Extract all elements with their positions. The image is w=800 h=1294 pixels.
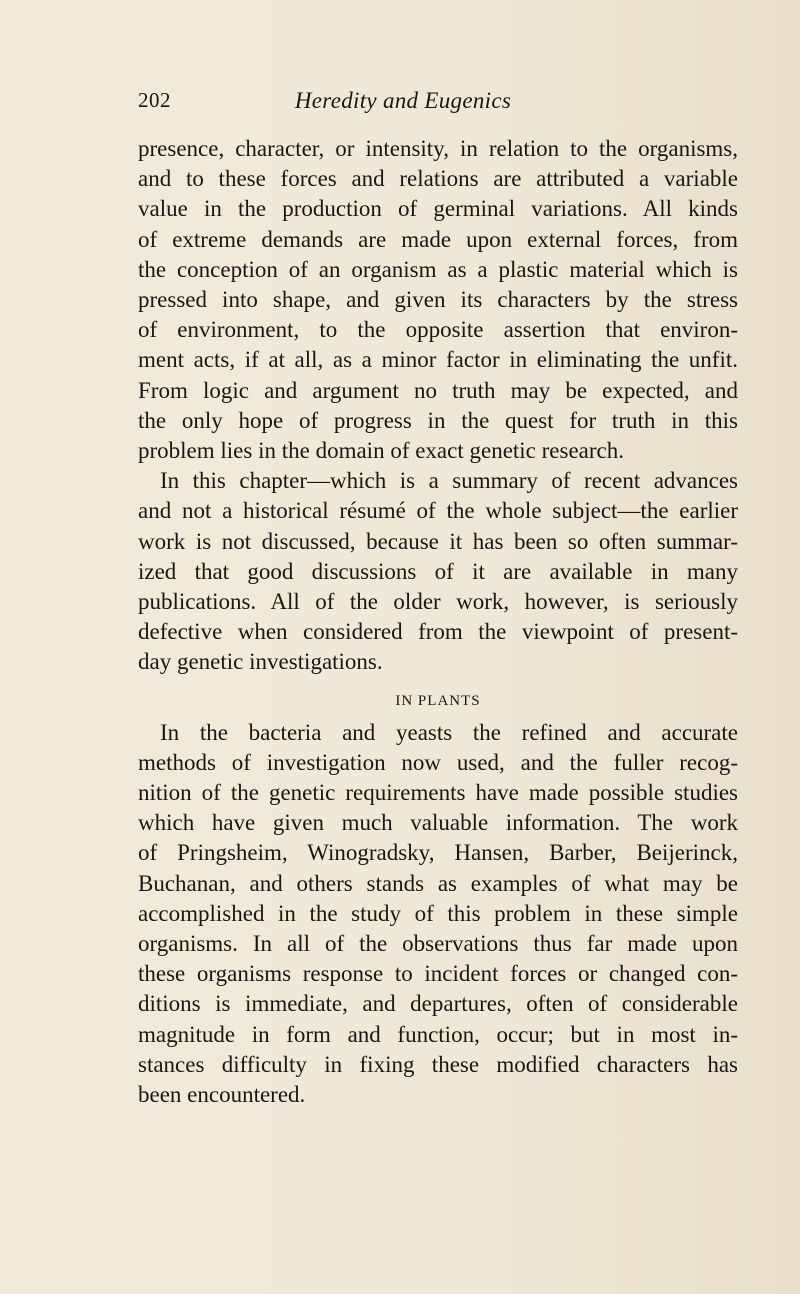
text-line: publications. All of the older work, however, is seriously <box>138 589 738 615</box>
text-line: From logic and argument no truth may be expected, and <box>138 377 738 403</box>
text-line: defective when considered from the viewpoint of present- <box>138 619 738 645</box>
page-number: 202 <box>138 88 171 112</box>
running-title: Heredity and Eugenics <box>294 88 512 113</box>
paragraph-1 <box>138 134 738 466</box>
text-line: ment acts, if at all, as a minor factor in eliminating the unfit. <box>138 347 738 373</box>
text-line: stances difficulty in fixing these modified characters has <box>138 1051 738 1077</box>
text-line: Buchanan, and others stands as examples of what may be <box>138 870 738 896</box>
text-line: methods of investigation now used, and the fuller recog- <box>138 749 738 775</box>
text-line: day genetic investigations. <box>138 649 383 675</box>
paragraph-2 <box>138 466 738 677</box>
text-line: been encountered. <box>138 1082 306 1108</box>
text-line: work is not discussed, because it has been so often summar- <box>138 528 738 554</box>
paragraph-3 <box>138 718 738 1111</box>
text-line: and not a historical résumé of the whole subject—the earlier <box>138 498 738 524</box>
text-line: these organisms response to incident forces or changed con- <box>138 961 738 987</box>
text-line: In this chapter—which is a summary of recent advances <box>160 468 738 494</box>
text-line: of environment, to the opposite assertion that environ- <box>138 317 738 343</box>
text-line: which have given much valuable information. The work <box>138 810 738 836</box>
section-heading: IN PLANTS <box>395 692 481 709</box>
running-head <box>138 88 668 118</box>
text-line: ized that good discussions of it are available in many <box>138 558 738 584</box>
text-line: In the bacteria and yeasts the refined and accurate <box>160 719 738 745</box>
text-line: of extreme demands are made upon external forces, from <box>138 226 738 252</box>
text-line: the only hope of progress in the quest for truth in this <box>138 407 738 433</box>
text-line: ditions is immediate, and departures, often of considerable <box>138 991 738 1017</box>
text-line: value in the production of germinal variations. All kinds <box>138 196 738 222</box>
text-line: presence, character, or intensity, in relation to the organisms, <box>138 136 738 161</box>
text-line: problem lies in the domain of exact genetic research. <box>138 438 624 464</box>
text-line: accomplished in the study of this problem in these simple <box>138 900 738 926</box>
text-line: of Pringsheim, Winogradsky, Hansen, Barber, Beijerinck, <box>138 840 738 866</box>
page-body <box>138 134 738 1110</box>
text-line: organisms. In all of the observations thus far made upon <box>138 931 738 957</box>
text-line: the conception of an organism as a plastic material which is <box>138 256 738 282</box>
text-line: and to these forces and relations are attributed a variable <box>138 166 738 192</box>
text-line: nition of the genetic requirements have made possible studies <box>138 780 738 806</box>
text-line: magnitude in form and function, occur; but in most in- <box>138 1021 738 1047</box>
text-line: pressed into shape, and given its characters by the stress <box>138 287 738 313</box>
